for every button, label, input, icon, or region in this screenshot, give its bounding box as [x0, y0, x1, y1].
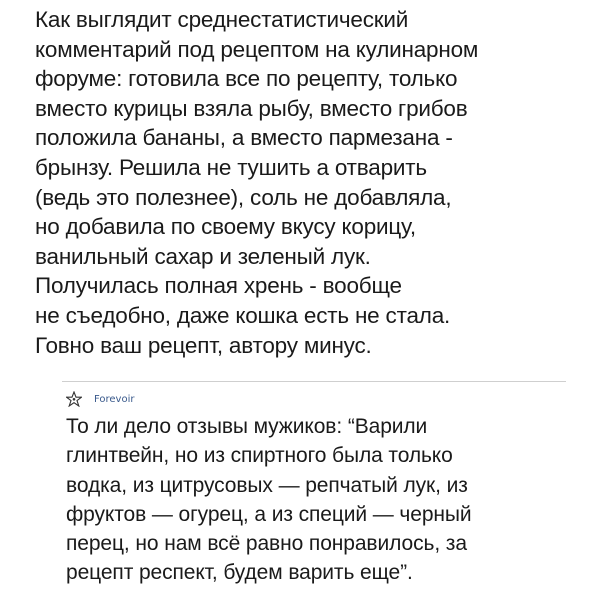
post-line: вместо курицы взяла рыбу, вместо грибов [35, 95, 468, 121]
post-line: ванильный сахар и зеленый лук. [35, 243, 371, 269]
reply-text [66, 412, 576, 588]
author-name[interactable]: Forevoir [94, 393, 135, 405]
reply-line: глинтвейн, но из спиртного была только [66, 444, 453, 468]
post-line: не съедобно, даже кошка есть не стала. [35, 302, 451, 328]
reply-line: водка, из цитрусовых — репчатый лук, из [66, 473, 468, 497]
comment-divider [62, 381, 566, 382]
post-line: но добавила по своему вкусу корицу, [35, 214, 416, 240]
post-line: комментарий под рецептом на кулинарном [35, 36, 479, 62]
post-line: Говно ваш рецепт, автору минус. [35, 332, 372, 358]
post-line: форуме: готовила все по рецепту, только [35, 66, 458, 92]
post-line: Получилась полная хрень - вообще [35, 273, 402, 299]
reply-line: перец, но нам всё равно понравилось, за [66, 532, 467, 556]
post-line: (ведь это полезнее), соль не добавляла, [35, 184, 452, 210]
post-line: Как выглядит среднестатистический [35, 7, 409, 32]
pentagram-icon [66, 391, 82, 407]
post-line: брынзу. Решила не тушить а отварить [35, 154, 427, 180]
reply-line: рецепт респект, будем варить еще”. [66, 561, 413, 585]
reply-author [66, 390, 134, 408]
post-line: положила бананы, а вместо пармезана - [35, 125, 453, 151]
reply-line: фруктов — огурец, а из специй — черный [66, 502, 472, 526]
post-text [35, 5, 575, 360]
reply-line: То ли дело отзывы мужиков: “Варили [66, 415, 428, 438]
